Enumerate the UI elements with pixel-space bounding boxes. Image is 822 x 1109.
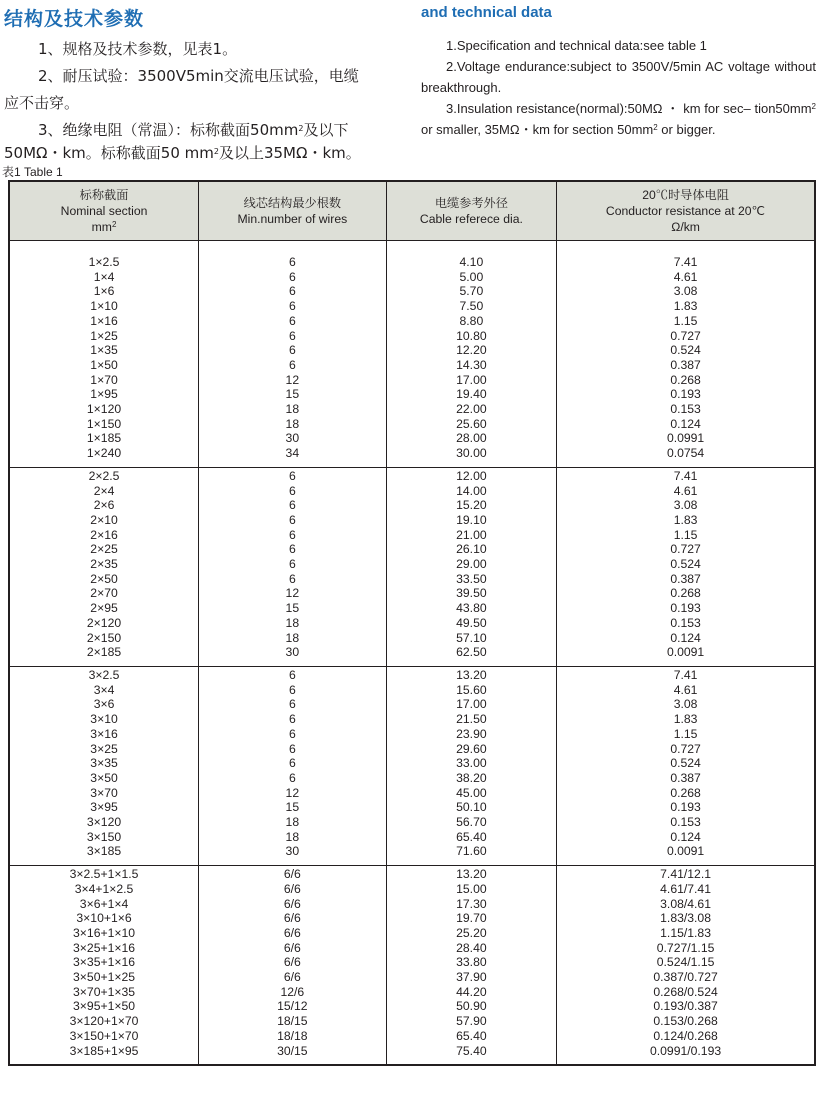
cell-diameter: 56.70: [386, 815, 557, 830]
cell-section: 3×4: [93, 682, 115, 697]
cell-wires: 6: [199, 756, 387, 771]
cell-wires: 6: [199, 299, 387, 314]
cell-section: 1×120: [86, 402, 122, 417]
table-row: [9, 985, 815, 1000]
cell-section: 3×70+1×35: [73, 984, 136, 999]
cell-resistance: 0.0091: [557, 844, 815, 865]
table-row: [9, 1044, 815, 1066]
cell-diameter: 15.20: [386, 498, 557, 513]
cell-diameter: 23.90: [386, 727, 557, 742]
table-row: [9, 446, 815, 467]
cell-wires: 6: [199, 241, 387, 270]
cell-wires: 6/6: [199, 955, 387, 970]
cell-resistance: 0.524: [557, 756, 815, 771]
cell-diameter: 62.50: [386, 645, 557, 666]
cell-diameter: 33.50: [386, 572, 557, 587]
cell-wires: 6: [199, 771, 387, 786]
cell-resistance: 3.08: [557, 697, 815, 712]
cell-wires: 6/6: [199, 970, 387, 985]
cell-diameter: 43.80: [386, 601, 557, 616]
cell-section: 3×6+1×4: [79, 896, 129, 911]
cell-wires: 6: [199, 314, 387, 329]
cell-section: 3×25: [90, 741, 118, 756]
cell-diameter: 22.00: [386, 402, 557, 417]
cell-resistance: 0.153: [557, 402, 815, 417]
cell-wires: 6/6: [199, 866, 387, 882]
cell-wires: 12/6: [199, 985, 387, 1000]
en-paragraph-2: 2.Voltage endurance:subject to 3500V/5min AC voltage without breakthrough.: [421, 59, 816, 95]
cell-diameter: 38.20: [386, 771, 557, 786]
cell-section: 3×35: [90, 756, 118, 771]
table-row: [9, 343, 815, 358]
cell-wires: 30/15: [199, 1044, 387, 1066]
table-row: [9, 631, 815, 646]
cell-wires: 6/6: [199, 897, 387, 912]
cell-section: 1×70: [90, 372, 118, 387]
table-row: [9, 683, 815, 698]
cell-resistance: 0.124/0.268: [557, 1029, 815, 1044]
cell-section: 2×95: [90, 601, 118, 616]
cell-diameter: 26.10: [386, 542, 557, 557]
cell-diameter: 75.40: [386, 1044, 557, 1066]
cell-diameter: 39.50: [386, 586, 557, 601]
cell-diameter: 33.00: [386, 756, 557, 771]
cell-diameter: 33.80: [386, 955, 557, 970]
cell-section: 3×70: [90, 785, 118, 800]
cell-section: 3×120+1×70: [69, 1014, 139, 1029]
cell-section: 3×16+1×10: [73, 925, 136, 940]
table-row: [9, 999, 815, 1014]
cell-resistance: 3.08: [557, 498, 815, 513]
table-row: [9, 299, 815, 314]
cell-diameter: 10.80: [386, 329, 557, 344]
cell-diameter: 17.00: [386, 697, 557, 712]
cell-section: 3×50+1×25: [73, 970, 136, 985]
table-row: [9, 358, 815, 373]
cell-section: 1×150: [86, 416, 122, 431]
cell-resistance: 0.524: [557, 343, 815, 358]
cell-section: 1×16: [90, 313, 118, 328]
cell-diameter: 12.20: [386, 343, 557, 358]
table-row: [9, 666, 815, 682]
cell-section: 2×2.5: [9, 467, 199, 483]
cell-section: 1×50: [90, 357, 118, 372]
table-row: [9, 712, 815, 727]
cell-wires: 18: [199, 815, 387, 830]
cell-section: 1×25: [90, 328, 118, 343]
cell-resistance: 0.387: [557, 572, 815, 587]
table-row: [9, 572, 815, 587]
cell-section: 3×50: [90, 770, 118, 785]
cell-section: 1×240: [86, 446, 122, 461]
table-row: [9, 601, 815, 616]
table-row: [9, 329, 815, 344]
cell-resistance: 0.387: [557, 771, 815, 786]
header-min-wires: 线芯结构最少根数 Min.number of wires: [199, 181, 387, 241]
table-row: [9, 882, 815, 897]
cell-resistance: 7.41: [557, 666, 815, 682]
cell-resistance: 0.153: [557, 815, 815, 830]
cell-section: 2×25: [90, 542, 118, 557]
table-row: [9, 941, 815, 956]
cell-resistance: 4.61: [557, 683, 815, 698]
cell-diameter: 57.90: [386, 1014, 557, 1029]
table-row: [9, 897, 815, 912]
cell-wires: 6/6: [199, 926, 387, 941]
cell-section: 3×120: [86, 815, 122, 830]
cell-wires: 18/18: [199, 1029, 387, 1044]
cell-wires: 18: [199, 631, 387, 646]
table-row: [9, 417, 815, 432]
cell-resistance: 3.08/4.61: [557, 897, 815, 912]
cell-wires: 6: [199, 528, 387, 543]
cell-wires: 6: [199, 284, 387, 299]
cell-resistance: 0.0991/0.193: [557, 1044, 815, 1066]
cell-section: 3×2.5+1×1.5: [9, 866, 199, 882]
table-row: [9, 697, 815, 712]
cell-diameter: 19.10: [386, 513, 557, 528]
cell-resistance: 0.387/0.727: [557, 970, 815, 985]
cell-wires: 15: [199, 800, 387, 815]
cell-wires: 6: [199, 329, 387, 344]
cell-resistance: 0.268: [557, 373, 815, 388]
cell-wires: 6: [199, 572, 387, 587]
zh-paragraph-1: 1、规格及技术参数，见表1。: [38, 40, 238, 58]
table-row: [9, 431, 815, 446]
table-row: [9, 756, 815, 771]
table-row: [9, 284, 815, 299]
cell-resistance: 0.268: [557, 586, 815, 601]
cell-resistance: 0.727: [557, 542, 815, 557]
cell-section: 3×16: [90, 726, 118, 741]
cell-wires: 30: [199, 844, 387, 865]
cell-diameter: 65.40: [386, 830, 557, 845]
cell-section: 2×120: [86, 615, 122, 630]
en-paragraph-1: 1.Specification and technical data:see table 1: [446, 38, 707, 53]
table-row: [9, 800, 815, 815]
cell-diameter: 13.20: [386, 666, 557, 682]
cell-resistance: 0.727: [557, 742, 815, 757]
cell-wires: 12: [199, 786, 387, 801]
table-header-row: [9, 181, 815, 241]
cell-section: 3×6: [93, 697, 115, 712]
header-cable-diameter: 电缆参考外径 Cable referece dia.: [386, 181, 557, 241]
cell-resistance: 1.15: [557, 727, 815, 742]
zh-paragraph-3-line-1: 3、绝缘电阻（常温）：标称截面$50mm^2$及以下: [38, 121, 349, 139]
table-row: [9, 815, 815, 830]
cell-section: 1×2.5: [88, 255, 120, 269]
cell-wires: 12: [199, 373, 387, 388]
table-row: [9, 866, 815, 882]
cell-resistance: 4.61: [557, 484, 815, 499]
cell-section: 3×95: [90, 800, 118, 815]
cell-diameter: 37.90: [386, 970, 557, 985]
cell-section: 3×150: [86, 829, 122, 844]
zh-paragraph-2-line-2: 应不击穿。: [4, 94, 80, 112]
cell-section: 2×50: [90, 571, 118, 586]
table-row: [9, 616, 815, 631]
table-row: [9, 926, 815, 941]
cell-resistance: 1.83/3.08: [557, 911, 815, 926]
cell-section: 2×150: [86, 630, 122, 645]
cell-resistance: 4.61: [557, 270, 815, 285]
table-row: [9, 528, 815, 543]
cell-wires: 6: [199, 343, 387, 358]
table-group-2: [9, 467, 815, 666]
cell-resistance: 0.124: [557, 631, 815, 646]
cell-section: 1×10: [90, 299, 118, 314]
cell-diameter: 5.00: [386, 270, 557, 285]
zh-paragraph-3-line-2: 50MΩ・km。标称截面50 $mm^2$及以上35MΩ・km。: [4, 144, 361, 162]
cell-diameter: 50.10: [386, 800, 557, 815]
cell-diameter: 29.60: [386, 742, 557, 757]
cell-section: 2×70: [90, 586, 118, 601]
table-group-1: [9, 241, 815, 468]
cell-diameter: 57.10: [386, 631, 557, 646]
cell-diameter: 49.50: [386, 616, 557, 631]
cell-diameter: 13.20: [386, 866, 557, 882]
cell-resistance: 0.268/0.524: [557, 985, 815, 1000]
cell-wires: 15: [199, 601, 387, 616]
cell-diameter: 30.00: [386, 446, 557, 467]
cell-section: 3×185+1×95: [69, 1043, 139, 1058]
cell-resistance: 0.193: [557, 601, 815, 616]
cell-resistance: 1.15: [557, 314, 815, 329]
cell-wires: 6: [199, 270, 387, 285]
table-row: [9, 402, 815, 417]
table-row: [9, 542, 815, 557]
cell-wires: 6/6: [199, 941, 387, 956]
cell-section: 3×25+1×16: [73, 940, 136, 955]
cell-resistance: 1.15: [557, 528, 815, 543]
cell-resistance: 0.153: [557, 616, 815, 631]
cell-diameter: 65.40: [386, 1029, 557, 1044]
cell-wires: 12: [199, 586, 387, 601]
cell-wires: 6: [199, 683, 387, 698]
zh-paragraph-2-line-1: 2、耐压试验：3500V5min交流电压试验，电缆: [38, 67, 359, 85]
cell-section: 1×4: [93, 269, 115, 284]
cell-diameter: 8.80: [386, 314, 557, 329]
cell-wires: 6: [199, 557, 387, 572]
cell-section: 2×35: [90, 557, 118, 572]
cell-resistance: 0.124: [557, 417, 815, 432]
cell-diameter: 15.00: [386, 882, 557, 897]
cell-wires: 15/12: [199, 999, 387, 1014]
cell-diameter: 44.20: [386, 985, 557, 1000]
cell-section: 2×4: [93, 483, 115, 498]
cell-resistance: 0.0991: [557, 431, 815, 446]
cell-section: 1×185: [86, 431, 122, 446]
cell-resistance: 0.0754: [557, 446, 815, 467]
cell-section: 3×10: [90, 712, 118, 727]
cell-diameter: 29.00: [386, 557, 557, 572]
cell-wires: 6: [199, 467, 387, 483]
cell-wires: 6: [199, 484, 387, 499]
cell-wires: 6: [199, 666, 387, 682]
cell-resistance: 0.153/0.268: [557, 1014, 815, 1029]
cell-section: 1×6: [93, 284, 115, 299]
cell-diameter: 45.00: [386, 786, 557, 801]
table-row: [9, 1014, 815, 1029]
cell-wires: 6: [199, 358, 387, 373]
table-row: [9, 844, 815, 865]
cell-diameter: 12.00: [386, 467, 557, 483]
cell-diameter: 14.00: [386, 484, 557, 499]
cell-diameter: 5.70: [386, 284, 557, 299]
table-row: [9, 387, 815, 402]
cell-wires: 6: [199, 697, 387, 712]
table-row: [9, 970, 815, 985]
cell-section: 3×185: [86, 844, 122, 859]
table-row: [9, 911, 815, 926]
cell-diameter: 4.10: [386, 241, 557, 270]
specification-table: [8, 180, 816, 1066]
cell-section: 2×16: [90, 527, 118, 542]
table-row: [9, 270, 815, 285]
cell-resistance: 0.727: [557, 329, 815, 344]
header-conductor-resistance: 20℃时导体电阻 Conductor resistance at 20℃ Ω/km: [557, 181, 815, 241]
table-group-3: [9, 666, 815, 865]
table-row: [9, 484, 815, 499]
table-row: [9, 786, 815, 801]
cell-resistance: 3.08: [557, 284, 815, 299]
cell-resistance: 7.41/12.1: [557, 866, 815, 882]
cell-wires: 30: [199, 645, 387, 666]
cell-section: 1×95: [90, 387, 118, 402]
cell-wires: 30: [199, 431, 387, 446]
table-row: [9, 1029, 815, 1044]
table-group-4: [9, 866, 815, 1066]
cell-diameter: 17.30: [386, 897, 557, 912]
cell-diameter: 21.50: [386, 712, 557, 727]
table-row: [9, 513, 815, 528]
table-row: [9, 727, 815, 742]
table-row: [9, 467, 815, 483]
cell-resistance: 0.524/1.15: [557, 955, 815, 970]
cell-diameter: 25.20: [386, 926, 557, 941]
cell-section: 3×35+1×16: [73, 955, 136, 970]
table-row: [9, 314, 815, 329]
cell-section: 3×4+1×2.5: [74, 881, 134, 896]
cell-wires: 34: [199, 446, 387, 467]
heading-english: and technical data: [421, 4, 552, 21]
cell-resistance: 4.61/7.41: [557, 882, 815, 897]
cell-resistance: 7.41: [557, 467, 815, 483]
cell-section: 2×185: [86, 645, 122, 660]
cell-wires: 18: [199, 830, 387, 845]
cell-wires: 6: [199, 727, 387, 742]
cell-resistance: 7.41: [557, 241, 815, 270]
table-row: [9, 955, 815, 970]
cell-diameter: 19.70: [386, 911, 557, 926]
cell-diameter: 7.50: [386, 299, 557, 314]
cell-section: 3×150+1×70: [69, 1028, 139, 1043]
table-row: [9, 771, 815, 786]
cell-diameter: 25.60: [386, 417, 557, 432]
cell-section: 2×6: [93, 498, 115, 513]
cell-wires: 15: [199, 387, 387, 402]
table-caption: 表1 Table 1: [2, 165, 63, 179]
table-row: [9, 498, 815, 513]
cell-diameter: 71.60: [386, 844, 557, 865]
table-row: [9, 241, 815, 270]
cell-diameter: 14.30: [386, 358, 557, 373]
cell-resistance: 0.124: [557, 830, 815, 845]
cell-diameter: 21.00: [386, 528, 557, 543]
cell-diameter: 15.60: [386, 683, 557, 698]
cell-resistance: 1.83: [557, 299, 815, 314]
header-nominal-section: 标称截面 Nominal section $mm^2$: [9, 181, 199, 241]
cell-diameter: 28.00: [386, 431, 557, 446]
cell-wires: 18: [199, 417, 387, 432]
cell-resistance: 0.268: [557, 786, 815, 801]
table-row: [9, 742, 815, 757]
table-row: [9, 830, 815, 845]
cell-resistance: 1.83: [557, 513, 815, 528]
cell-resistance: 0.193/0.387: [557, 999, 815, 1014]
cell-resistance: 0.193: [557, 800, 815, 815]
cell-wires: 18: [199, 402, 387, 417]
cell-wires: 6: [199, 498, 387, 513]
cell-resistance: 0.193: [557, 387, 815, 402]
cell-wires: 6/6: [199, 882, 387, 897]
cell-wires: 6: [199, 513, 387, 528]
cell-resistance: 1.83: [557, 712, 815, 727]
cell-diameter: 28.40: [386, 941, 557, 956]
cell-diameter: 17.00: [386, 373, 557, 388]
cell-resistance: 0.727/1.15: [557, 941, 815, 956]
cell-section: 1×35: [90, 343, 118, 358]
table-row: [9, 586, 815, 601]
cell-resistance: 0.0091: [557, 645, 815, 666]
cell-section: 3×95+1×50: [73, 999, 136, 1014]
cell-section: 3×10+1×6: [76, 911, 132, 926]
cell-wires: 18: [199, 616, 387, 631]
cell-resistance: 0.524: [557, 557, 815, 572]
cell-diameter: 50.90: [386, 999, 557, 1014]
cell-wires: 6/6: [199, 911, 387, 926]
cell-resistance: 1.15/1.83: [557, 926, 815, 941]
table-row: [9, 645, 815, 666]
cell-resistance: 0.387: [557, 358, 815, 373]
cell-wires: 6: [199, 742, 387, 757]
table-row: [9, 373, 815, 388]
cell-wires: 6: [199, 712, 387, 727]
table-row: [9, 557, 815, 572]
cell-wires: 18/15: [199, 1014, 387, 1029]
cell-wires: 6: [199, 542, 387, 557]
heading-chinese: 结构及技术参数: [4, 8, 145, 30]
cell-section: 2×10: [90, 512, 118, 527]
cell-diameter: 19.40: [386, 387, 557, 402]
en-paragraph-3: 3.Insulation resistance(normal):50MΩ ・ km for sec– $tion50mm^2$ or smaller, 35MΩ・km for section $50mm^2$ or bigger.: [421, 101, 816, 137]
cell-section: 3×2.5: [9, 666, 199, 682]
